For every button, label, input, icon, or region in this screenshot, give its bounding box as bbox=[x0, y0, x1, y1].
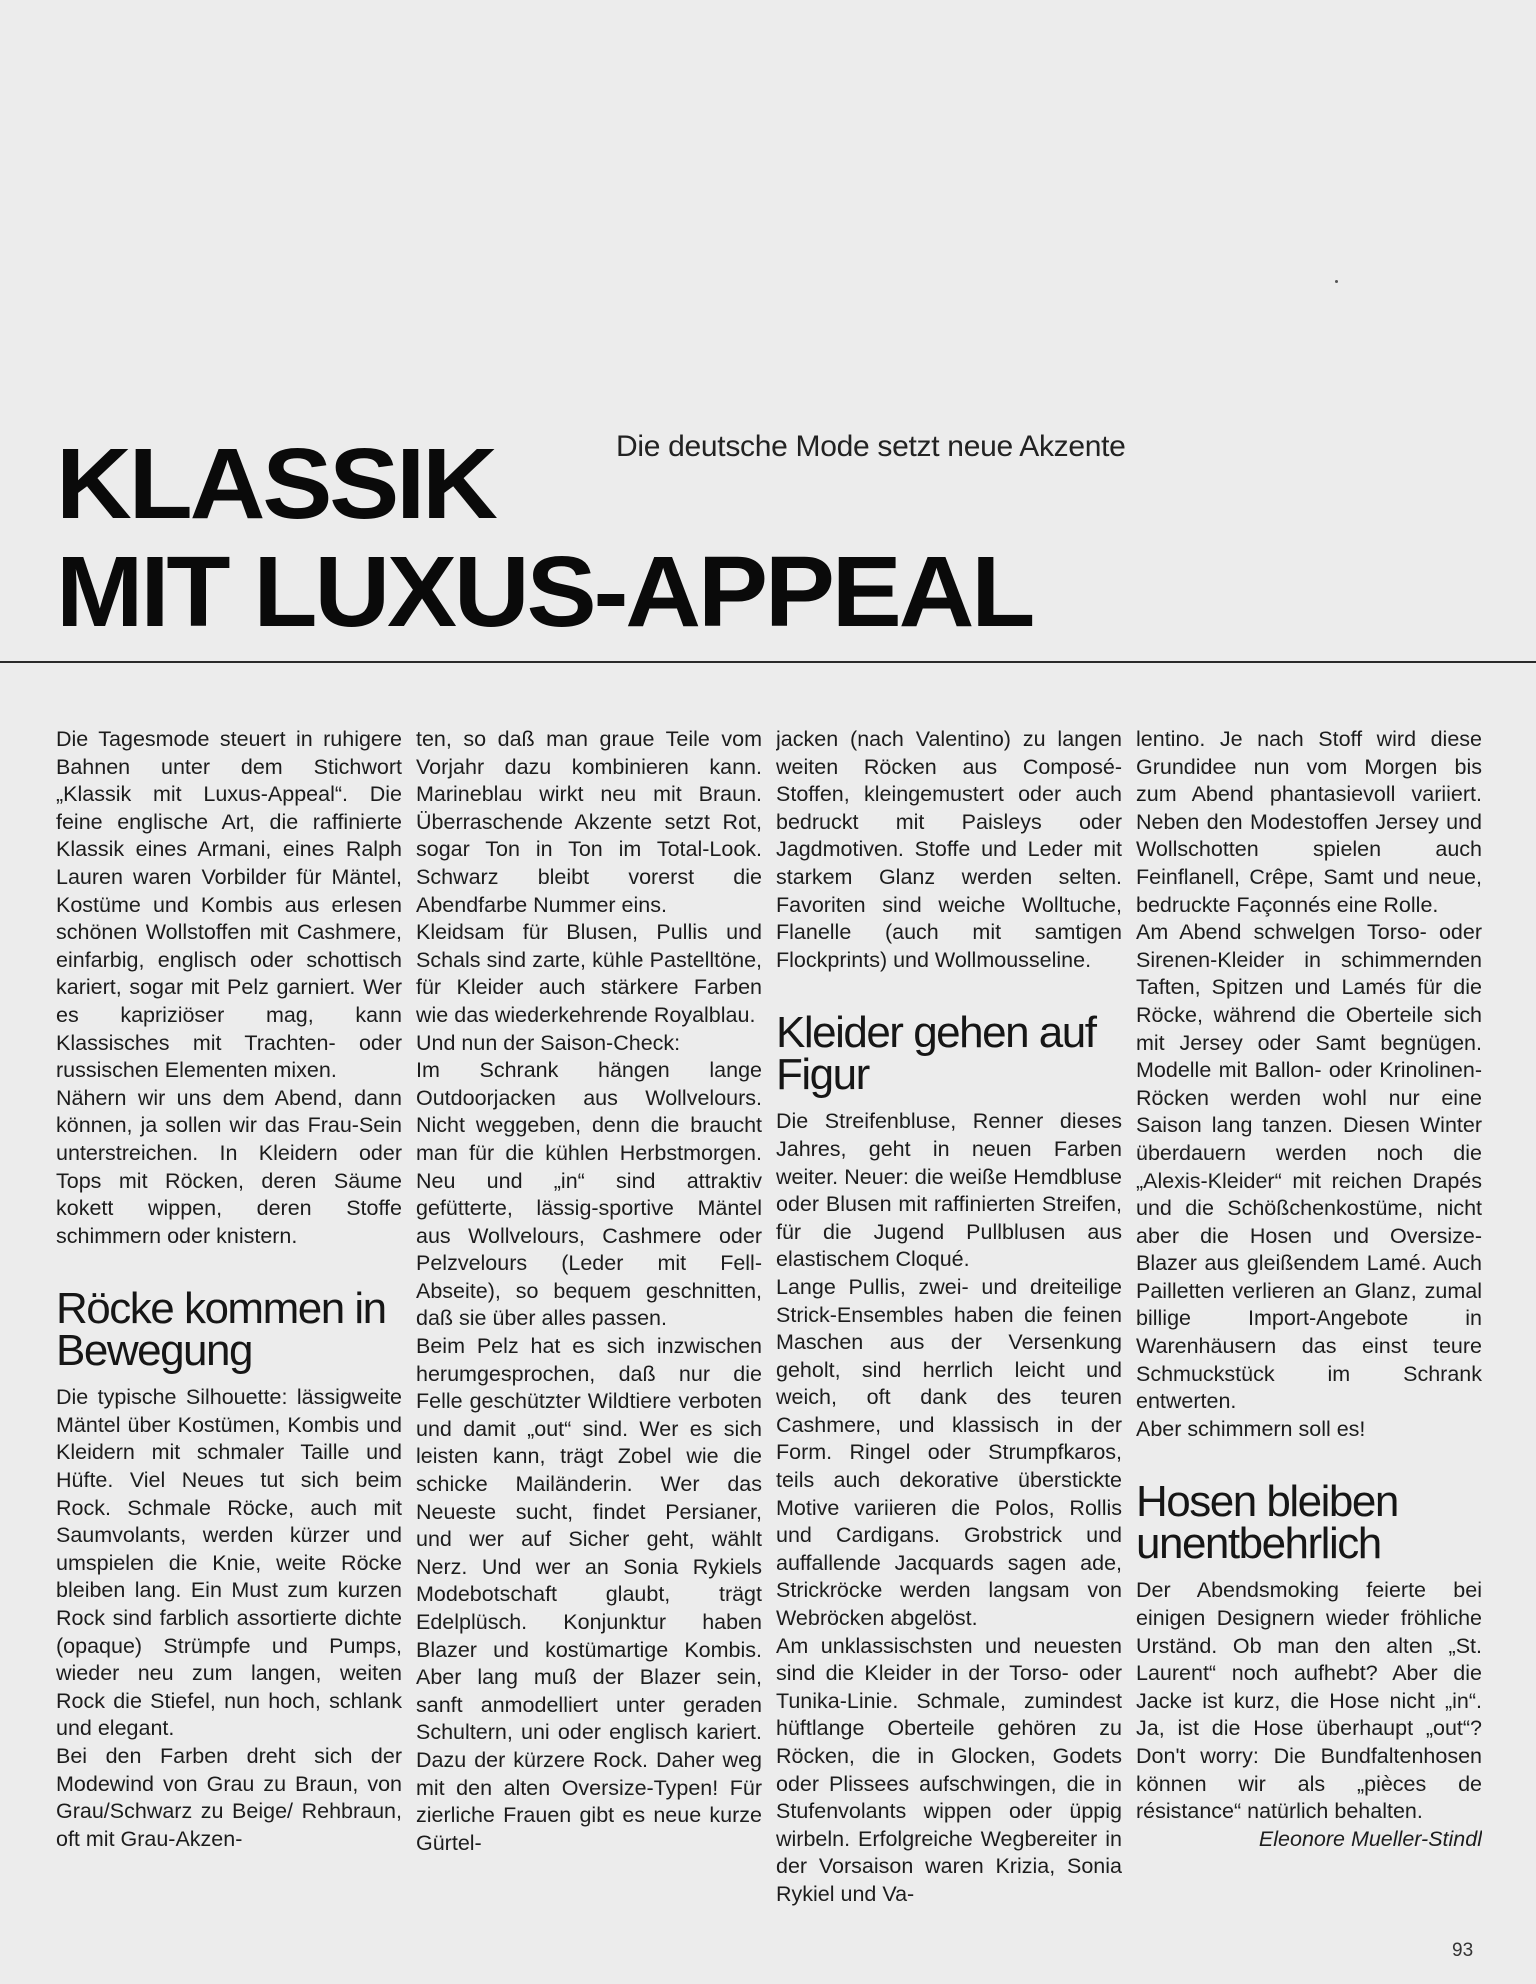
column-1 bbox=[56, 726, 402, 1936]
paragraph: Aber schimmern soll es! bbox=[1136, 1416, 1366, 1441]
paragraph: Die Streifenbluse, Renner dieses Jahres, geht in neuen Farben weiter. Neuer: die weiße Hemdbluse oder Blusen mit raffinierten Streifen, für die Jugend Pullblusen aus elastischem Cloqué. bbox=[776, 1109, 1122, 1272]
page-number: 93 bbox=[1452, 1940, 1474, 1961]
column-4 bbox=[1136, 726, 1482, 1936]
paragraph: Am unklassischsten und neuesten sind die Kleider in der Torso- oder Tunika-Linie. Schmale, zumindest hüftlange Oberteile gehören zu Röcken, die in Glocken, Godets oder Plissees aufschwingen, die in Stufenvolants wippen oder üppig wirbeln. Erfolgreiche Wegbereiter in der Vorsaison waren Krizia, Sonia Rykiel und Va- bbox=[776, 1633, 1122, 1906]
paragraph: Beim Pelz hat es sich inzwischen herumgesprochen, daß nur die Felle geschützter Wildtiere verboten und damit „out“ sind. Wer es sich leisten kann, trägt Zobel wie die schicke Mailänderin. Wer das Neueste sucht, findet Persianer, und wer auf Sicher geht, wählt Nerz. Und wer an Sonia Rykiels Modebotschaft glaubt, trägt Edelplüsch. Konjunktur haben Blazer und kostümartige Kombis. Aber lang muß der Blazer sein, sanft anmodelliert unter geraden Schultern, uni oder englisch kariert. Dazu der kürzere Rock. Daher weg mit den alten Oversize-Typen! Für zierliche Frauen gibt es neue kurze Gürtel- bbox=[416, 1334, 762, 1855]
horizontal-rule bbox=[0, 661, 1536, 663]
author: Eleonore Mueller-Stindl bbox=[1258, 1826, 1482, 1851]
paragraph: Im Schrank hängen lange Outdoorjacken aus Wollvelours. Nicht weggeben, denn die braucht man für die kühlen Herbstmorgen. Neu und „in“ sind attraktiv gefütterte, lässig-sportive Mäntel aus Wollvelours, Cashmere oder Pelzvelours (Leder mit Fell-Abseite), so bequem geschnitten, daß sie über alles passen. bbox=[416, 1058, 762, 1331]
subtitle: Die deutsche Mode setzt neue Akzente bbox=[616, 430, 1126, 463]
paragraph: Und nun der Saison-Check: bbox=[416, 1030, 681, 1055]
paragraph: Nähern wir uns dem Abend, dann können, ja sollen wir das Frau-Sein unterstreichen. In Kleidern oder Tops mit Röcken, deren Säume kokett wippen, deren Stoffe schimmern oder knistern. bbox=[56, 1085, 402, 1248]
headline-line-2: MIT LUXUS-APPEAL bbox=[56, 536, 1033, 648]
paragraph: jacken (nach Valentino) zu langen weiten Röcken aus Composé-Stoffen, kleingemustert oder auch bedruckt mit Paisleys oder Jagdmotiven. Stoffe und Leder mit starkem Glanz werden selten. Favoriten sind weiche Wolltuche, Flanelle (auch mit samtigen Flockprints) und Wollmousseline. bbox=[776, 727, 1122, 972]
paragraph: Die Tagesmode steuert in ruhigere Bahnen unter dem Stichwort „Klassik mit Luxus-Appeal“. Die feine englische Art, die raffinierte Klassik eines Armani, eines Ralph Lauren waren Vorbilder für Mäntel, Kostüme und Kombis aus erlesen schönen Wollstoffen mit Cashmere, einfarbig, englisch oder schottisch kariert, sogar mit Pelz garniert. Wer es kapriziöser mag, kann Klassisches mit Trachten- oder russischen Elementen mixen. bbox=[56, 727, 402, 1083]
paragraph: lentino. Je nach Stoff wird diese Grundidee nun vom Morgen bis zum Abend phantasievoll variiert. Neben den Modestoffen Jersey und Wollschotten spielen auch Feinflanell, Crêpe, Samt und neue, bedruckte Façonnés eine Rolle. bbox=[1136, 727, 1482, 917]
section-heading: Röcke kommen in Bewegung bbox=[56, 1284, 386, 1376]
paragraph: Kleidsam für Blusen, Pullis und Schals sind zarte, kühle Pastelltöne, für Kleider auch stärkere Farben wie das wiederkehrende Royalblau. bbox=[416, 920, 762, 1027]
author-line bbox=[1136, 1826, 1482, 1854]
section-heading: Kleider gehen auf Figur bbox=[776, 1008, 1096, 1100]
dust-speck bbox=[1335, 280, 1338, 283]
paragraph: Die typische Silhouette: lässigweite Mäntel über Kostümen, Kombis und Kleidern mit schmaler Taille und Hüfte. Viel Neues tut sich beim Rock. Schmale Röcke, auch mit Saumvolants, werden kürzer und umspielen die Knie, weite Röcke bleiben lang. Ein Must zum kurzen Rock sind farblich assortierte dichte (opaque) Strümpfe und Pumps, wieder neu zum langen, weiten Rock die Stiefel, nun hoch, schlank und elegant. bbox=[56, 1385, 402, 1741]
paragraph: Lange Pullis, zwei- und dreiteilige Strick-Ensembles haben die feinen Maschen aus der Versenkung geholt, sind herrlich leicht und weich, oft dank des teuren Cashmere, und klassisch in der Form. Ringel oder Strumpfkaros, teils auch dekorative überstickte Motive variieren die Polos, Rollis und Cardigans. Grobstrick und auffallende Jacquards sagen ade, Strickröcke werden langsam von Webröcken abgelöst. bbox=[776, 1274, 1122, 1631]
column-3 bbox=[776, 726, 1122, 1936]
paragraph: Am Abend schwelgen Torso- oder Sirenen-Kleider in schimmernden Taften, Spitzen und Lamés für die Röcke, während die Oberteile sich mit Jersey oder Samt begnügen. Modelle mit Ballon- oder Krinolinen-Röcken werden wohl nur eine Saison lang tanzen. Diesen Winter überdauern werden noch die „Alexis-Kleider“ mit reichen Drapés und die Schößchenkostüme, nicht aber die Hosen und Oversize-Blazer aus gleißendem Lamé. Auch Pailletten verlieren an Glanz, zumal billige Import-Angebote in Warenhäusern das einst teure Schmuckstück im Schrank entwerten. bbox=[1136, 920, 1482, 1414]
paragraph: Der Abendsmoking feierte bei einigen Designern wieder fröhliche Urständ. Ob man den alten „St. Laurent“ noch aufhebt? Aber die Jacke ist kurz, die Hose nicht „in“. Ja, ist die Hose überhaupt „out“? Don't worry: Die Bundfaltenhosen können wir als „pièces de résistance“ natürlich behalten. bbox=[1136, 1578, 1482, 1824]
headline-line-1: KLASSIK bbox=[56, 428, 495, 540]
column-2 bbox=[416, 726, 762, 1936]
section-heading: Hosen bleiben unentbehrlich bbox=[1136, 1477, 1398, 1569]
article-body bbox=[56, 726, 1486, 1936]
paragraph: Bei den Farben dreht sich der Modewind von Grau zu Braun, von Grau/Schwarz zu Beige/ Rehbraun, oft mit Grau-Akzen- bbox=[56, 1744, 402, 1851]
paragraph: ten, so daß man graue Teile vom Vorjahr dazu kombinieren kann. Marineblau wirkt neu mit Braun. Überraschende Akzente setzt Rot, sogar Ton in Ton im Total-Look. Schwarz bleibt vorerst die Abendfarbe Nummer eins. bbox=[416, 727, 762, 917]
